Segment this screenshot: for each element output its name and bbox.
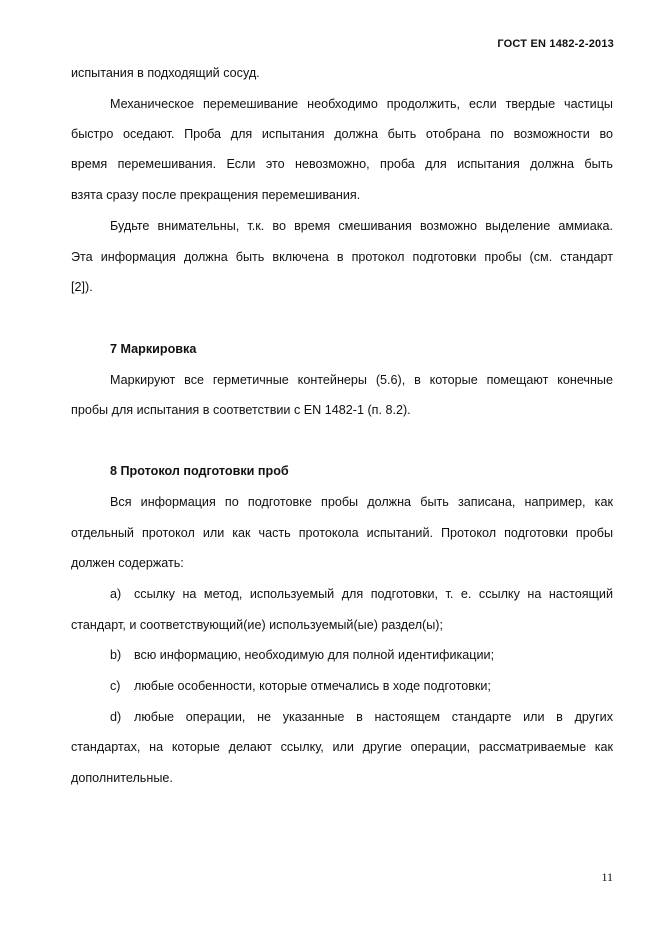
list-marker: c) (110, 679, 121, 693)
text-line: испытания в подходящий сосуд. (71, 66, 260, 80)
text-line: дополнительные. (71, 771, 173, 785)
text-line: пробы для испытания в соответствии с EN 1482-1 (п. 8.2). (71, 403, 411, 417)
text-line: должен содержать: (71, 556, 184, 570)
text-line: всю информацию, необходимую для полной идентификации; (134, 648, 495, 662)
text-line: Будьте внимательны, т.к. во время смешивания возможно выделение аммиака. (110, 219, 613, 233)
list-marker: a) (110, 587, 122, 601)
text-line: любые особенности, которые отмечались в ходе подготовки; (134, 679, 491, 693)
list-item (110, 647, 613, 663)
section-heading: 7 Маркировка (110, 342, 197, 356)
list-item (110, 709, 613, 725)
list-item (110, 586, 613, 602)
text-line: Маркируют все герметичные контейнеры (5.6), в которые помещают конечные (110, 373, 613, 387)
text-line: стандарт, и соответствующий(ие) используемый(ые) раздел(ы); (71, 618, 443, 632)
text-line: [2]). (71, 280, 93, 294)
text-line: Вся информация по подготовке пробы должна быть записана, например, как (110, 495, 613, 509)
text-line: взята сразу после прекращения перемешивания. (71, 188, 361, 202)
text-line: отдельный протокол или как часть протокола испытаний. Протокол подготовки пробы (71, 526, 613, 540)
text-line: быстро оседают. Проба для испытания должна быть отобрана по возможности во (71, 127, 613, 141)
page-number: 11 (601, 870, 613, 884)
list-marker: d) (110, 710, 122, 724)
section-heading: 8 Протокол подготовки проб (110, 464, 289, 478)
text-line: любые операции, не указанные в настоящем стандарте или в других (134, 710, 613, 724)
text-line: Эта информация должна быть включена в протокол подготовки пробы (см. стандарт (71, 250, 613, 264)
list-item (110, 678, 613, 694)
text-line: стандартах, на которые делают ссылку, или другие операции, рассматриваемые как (71, 740, 613, 754)
list-marker: b) (110, 648, 122, 662)
text-line: Механическое перемешивание необходимо продолжить, если твердые частицы (110, 97, 613, 111)
text-line: ссылку на метод, используемый для подготовки, т. е. ссылку на настоящий (134, 587, 613, 601)
document-code-header: ГОСТ EN 1482-2-2013 (497, 38, 614, 50)
text-line: время перемешивания. Если это невозможно, проба для испытания должна быть (71, 157, 613, 171)
